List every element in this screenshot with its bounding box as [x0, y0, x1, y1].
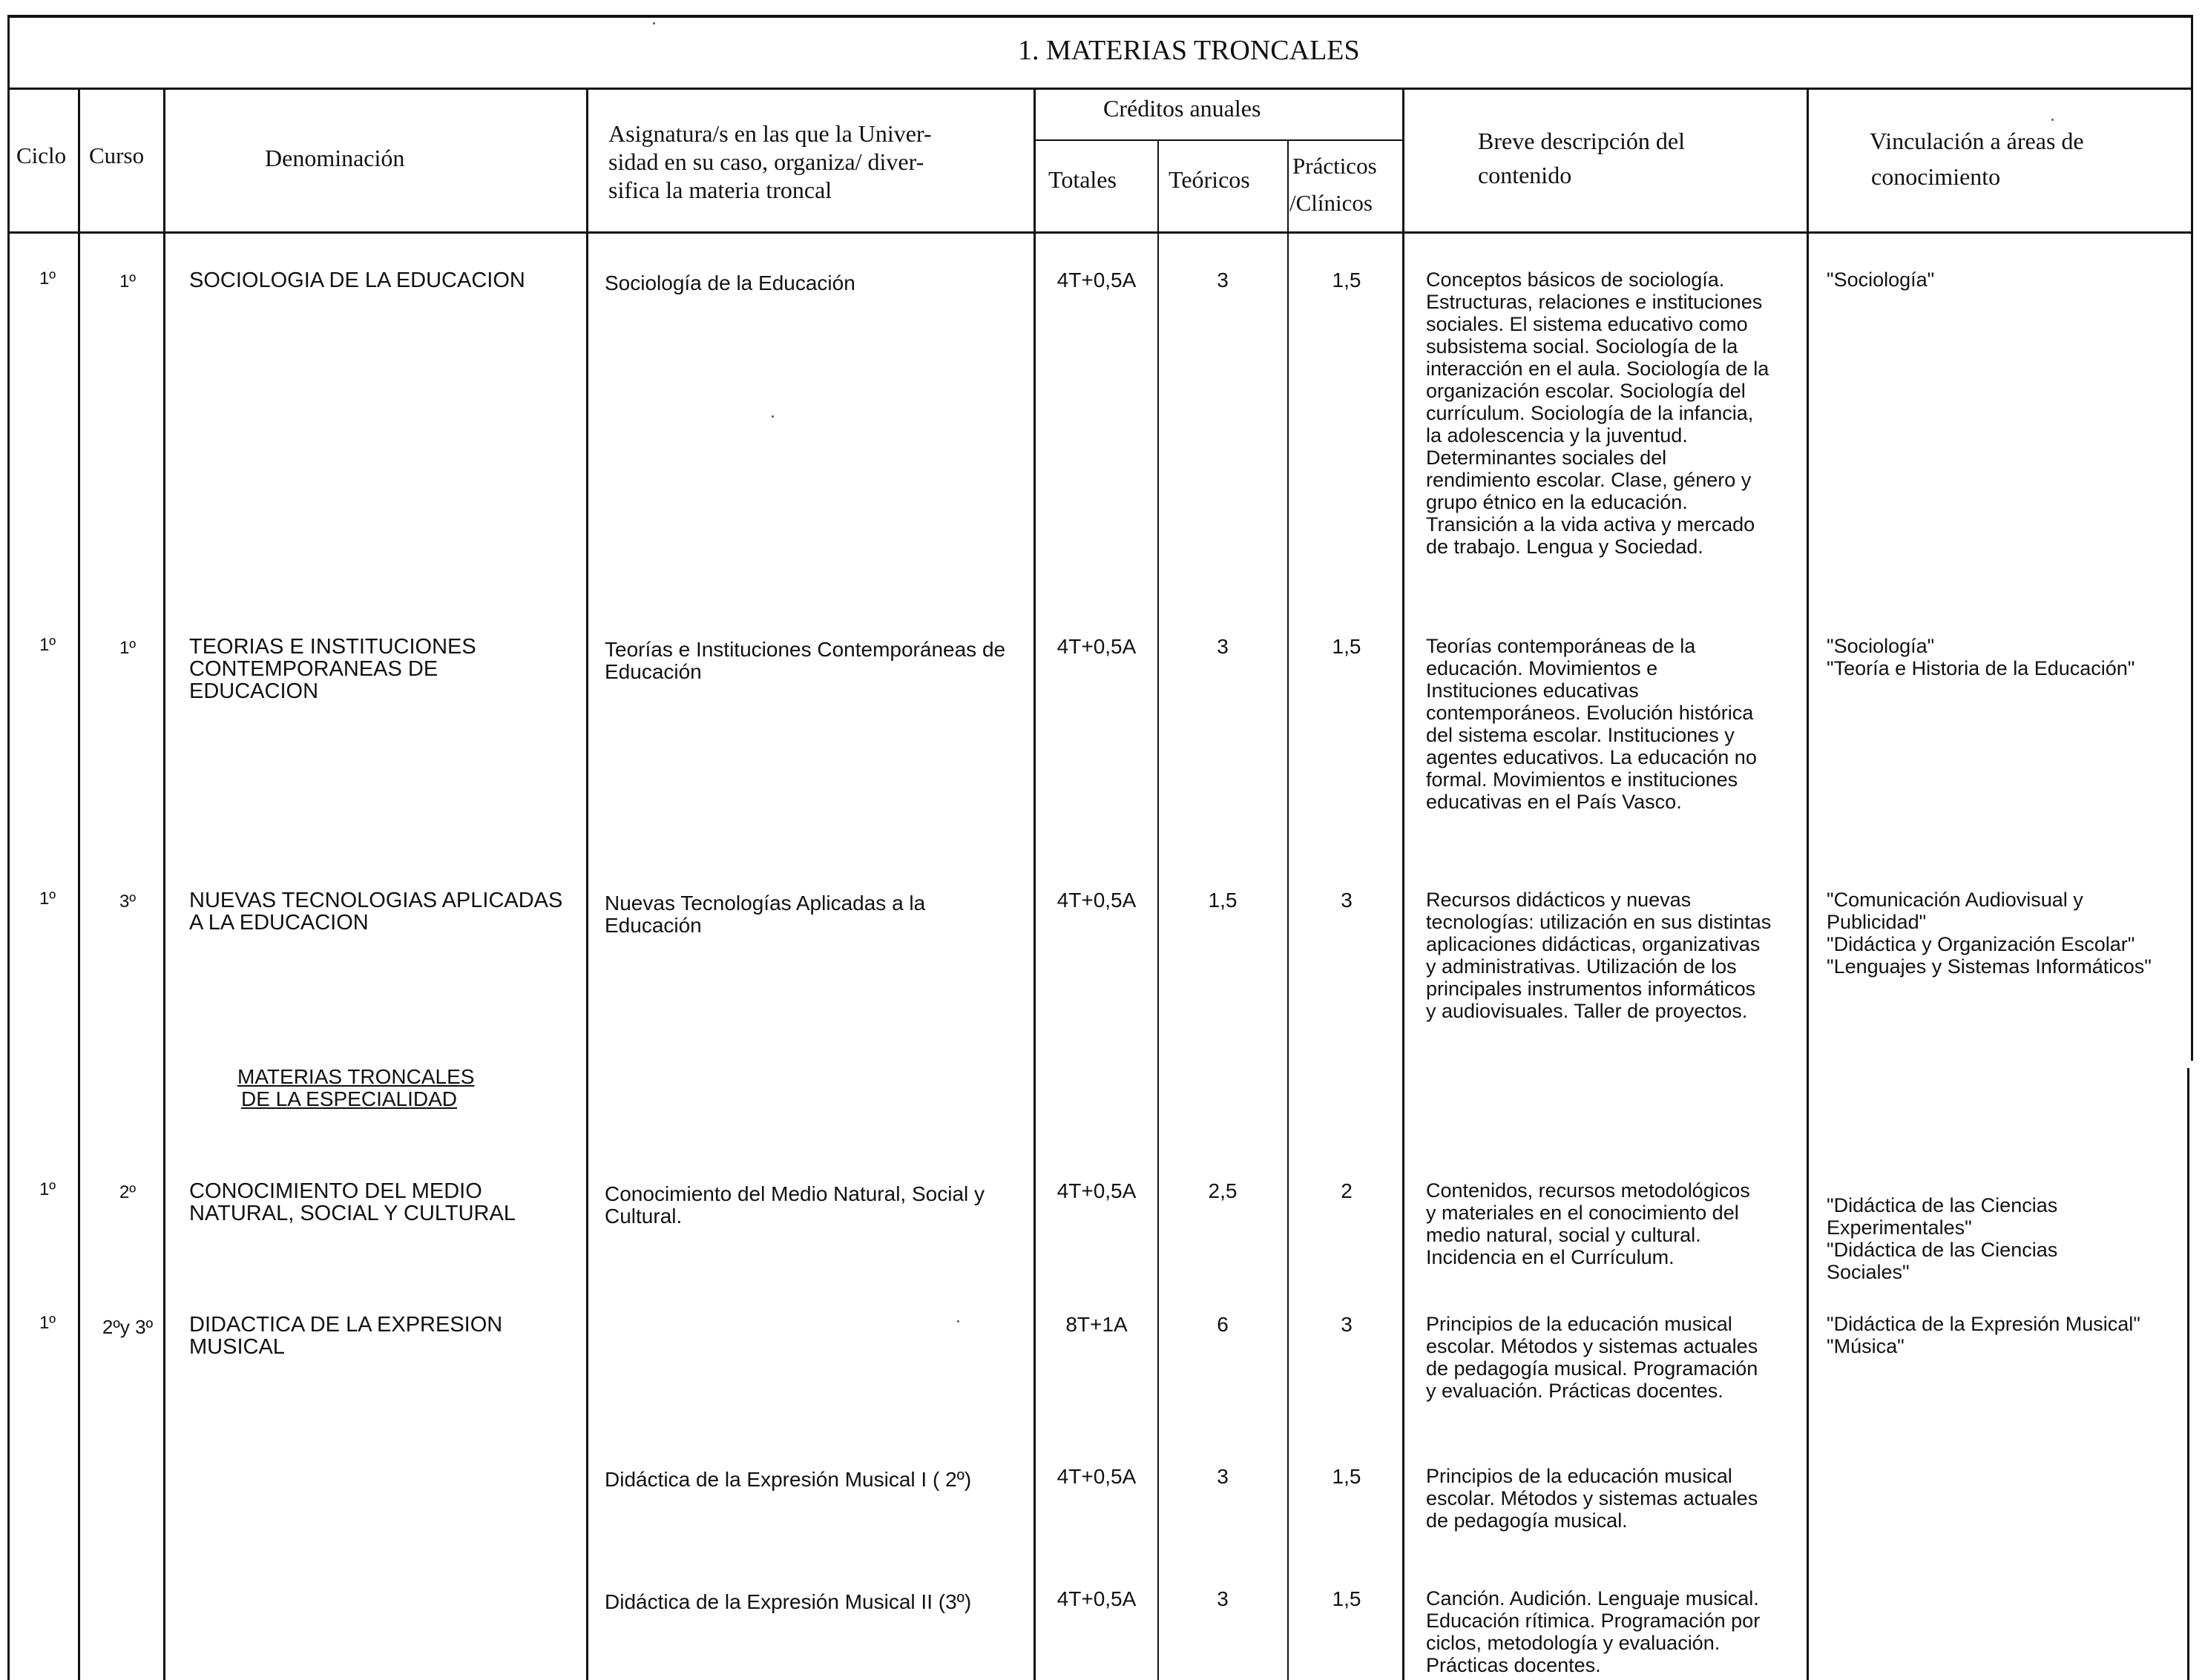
cell-totales: 4T+0,5A: [1057, 1179, 1137, 1202]
cell-vinculacion: Experimentales": [1827, 1216, 1972, 1239]
cell-denominacion: EDUCACION: [189, 679, 319, 703]
header-ciclo: Ciclo: [16, 142, 67, 168]
page-title: 1. MATERIAS TRONCALES: [1018, 35, 1360, 66]
cell-curso: 1º: [119, 638, 137, 658]
cell-denominacion: NUEVAS TECNOLOGIAS APLICADAS: [189, 889, 563, 912]
header-vinculacion-line1: Vinculación a áreas de: [1870, 128, 2084, 154]
cell-vinculacion: "Didáctica y Organización Escolar": [1827, 933, 2135, 955]
cell-vinculacion: "Música": [1827, 1335, 1905, 1357]
cell-descripcion: currículum. Sociología de la infancia,: [1426, 402, 1754, 424]
cell-descripcion: Recursos didácticos y nuevas: [1426, 889, 1692, 911]
cell-descripcion: Principios de la educación musical: [1426, 1465, 1732, 1487]
cell-practicos: 1,5: [1332, 1465, 1361, 1488]
cell-descripcion: sociales. El sistema educativo como: [1426, 313, 1748, 335]
cell-descripcion: de pedagogía musical. Programación: [1426, 1357, 1758, 1380]
cell-descripcion: Transición a la vida activa y mercado: [1426, 513, 1755, 536]
cell-descripcion: Educación rítimica. Programación por: [1426, 1610, 1761, 1632]
scan-speck: [772, 415, 774, 418]
cell-asignatura: Educación: [605, 660, 702, 683]
header-descripcion-line2: contenido: [1478, 162, 1572, 188]
cell-descripcion: Estructuras, relaciones e instituciones: [1426, 291, 1763, 313]
cell-asignatura: Didáctica de la Expresión Musical II (3º): [605, 1590, 972, 1613]
cell-teoricos: 3: [1217, 1465, 1229, 1488]
col-divider-curso: [163, 88, 165, 1680]
cell-asignatura: Conocimiento del Medio Natural, Social y: [605, 1182, 985, 1205]
cell-descripcion: Canción. Audición. Lenguaje musical.: [1426, 1587, 1759, 1610]
table-border-right-lower: [2187, 1068, 2189, 1680]
cell-ciclo: 1º: [39, 635, 56, 655]
cell-vinculacion: "Sociología": [1827, 269, 1935, 291]
cell-vinculacion: "Didáctica de las Ciencias: [1827, 1194, 2058, 1216]
cell-descripcion: Principios de la educación musical: [1426, 1313, 1732, 1335]
cell-descripcion: tecnologías: utilización en sus distintas: [1426, 911, 1772, 933]
cell-descripcion: agentes educativos. La educación no: [1426, 746, 1757, 768]
cell-descripcion: aplicaciones didácticas, organizativas: [1426, 933, 1761, 955]
cell-ciclo: 1º: [39, 889, 56, 909]
col-divider-ciclo: [78, 88, 80, 1680]
cell-descripcion: educación. Movimientos e: [1426, 657, 1658, 679]
cell-descripcion: Conceptos básicos de sociología.: [1426, 269, 1725, 291]
cell-practicos: 2: [1341, 1179, 1353, 1202]
cell-descripcion: de trabajo. Lengua y Sociedad.: [1426, 536, 1703, 558]
header-teoricos: Teóricos: [1169, 166, 1250, 193]
cell-asignatura: Cultural.: [605, 1205, 683, 1228]
cell-vinculacion: "Teoría e Historia de la Educación": [1827, 657, 2135, 679]
cell-curso: 2ºy 3º: [102, 1316, 154, 1338]
cell-descripcion: educativas en el País Vasco.: [1426, 791, 1682, 813]
cell-teoricos: 3: [1217, 269, 1229, 291]
cell-descripcion: del sistema escolar. Instituciones y: [1426, 724, 1735, 746]
header-denominacion: Denominación: [265, 145, 405, 171]
cell-descripcion: y materiales en el conocimiento del: [1426, 1202, 1739, 1224]
cell-practicos: 1,5: [1332, 635, 1361, 658]
cell-vinculacion: Publicidad": [1827, 911, 1927, 933]
cell-asignatura: Sociología de la Educación: [605, 271, 855, 294]
cell-descripcion: Prácticas docentes.: [1426, 1654, 1601, 1676]
cell-vinculacion: "Lenguajes y Sistemas Informáticos": [1827, 955, 2152, 978]
cell-teoricos: 3: [1217, 635, 1229, 658]
cell-ciclo: 1º: [39, 1313, 56, 1333]
cell-descripcion: y evaluación. Prácticas docentes.: [1426, 1380, 1723, 1402]
header-vinculacion-line2: conocimiento: [1871, 163, 2001, 190]
cell-descripcion: Determinantes sociales del: [1426, 447, 1667, 469]
cell-descripcion: y audiovisuales. Taller de proyectos.: [1426, 1000, 1748, 1022]
cell-asignatura: Educación: [605, 914, 702, 937]
cell-denominacion: MUSICAL: [189, 1335, 285, 1359]
cell-descripcion: principales instrumentos informáticos: [1426, 978, 1756, 1000]
header-asignatura-line3: sifica la materia troncal: [608, 177, 832, 203]
cell-teoricos: 3: [1217, 1587, 1229, 1610]
cell-vinculacion: Sociales": [1827, 1261, 1910, 1283]
header-practicos-line2: /Clínicos: [1289, 190, 1373, 216]
scan-speck: [957, 1320, 959, 1322]
cell-vinculacion: "Didáctica de las Ciencias: [1827, 1239, 2058, 1261]
col-divider-teoricos: [1287, 139, 1289, 1680]
header-descripcion-line1: Breve descripción del: [1478, 128, 1685, 154]
cell-totales: 8T+1A: [1065, 1313, 1128, 1336]
cell-descripcion: subsistema social. Sociología de la: [1426, 335, 1738, 358]
header-curso: Curso: [89, 142, 145, 168]
cell-practicos: 1,5: [1332, 269, 1361, 291]
cell-denominacion: CONTEMPORANEAS DE: [189, 657, 438, 681]
col-divider-asignatura: [1034, 88, 1036, 1680]
cell-totales: 4T+0,5A: [1057, 1465, 1137, 1488]
cell-totales: 4T+0,5A: [1057, 269, 1137, 291]
cell-practicos: 3: [1341, 889, 1353, 912]
cell-vinculacion: "Sociología": [1827, 635, 1935, 657]
cell-curso: 3º: [119, 892, 137, 912]
header-creditos: Créditos anuales: [1103, 95, 1261, 122]
cell-curso: 1º: [119, 271, 137, 291]
scan-speck: [653, 22, 655, 24]
cell-descripcion: organización escolar. Sociología del: [1426, 380, 1746, 402]
cell-descripcion: rendimiento escolar. Clase, género y: [1426, 469, 1752, 491]
section-heading-line2: DE LA ESPECIALIDAD: [241, 1087, 458, 1110]
cell-denominacion: TEORIAS E INSTITUCIONES: [189, 635, 476, 659]
header-asignatura-line2: sidad en su caso, organiza/ diver-: [608, 148, 924, 175]
table-border-right: [2191, 15, 2193, 1061]
cell-asignatura: Nuevas Tecnologías Aplicadas a la: [605, 892, 926, 915]
header-asignatura-line1: Asignatura/s en las que la Univer-: [608, 120, 932, 147]
cell-denominacion: A LA EDUCACION: [189, 911, 369, 935]
cell-teoricos: 2,5: [1208, 1179, 1238, 1202]
table-border-top: [7, 15, 2192, 18]
cell-descripcion: formal. Movimientos e instituciones: [1426, 768, 1738, 791]
cell-denominacion: DIDACTICA DE LA EXPRESION: [189, 1313, 503, 1337]
cell-descripcion: grupo étnico en la educación.: [1426, 491, 1688, 513]
cell-descripcion: contemporáneos. Evolución histórica: [1426, 702, 1754, 724]
cell-descripcion: la adolescencia y la juventud.: [1426, 424, 1688, 447]
cell-descripcion: escolar. Métodos y sistemas actuales: [1426, 1335, 1758, 1357]
header-practicos-line1: Prácticos: [1292, 153, 1377, 179]
cell-denominacion: CONOCIMIENTO DEL MEDIO: [189, 1179, 482, 1203]
cell-denominacion: SOCIOLOGIA DE LA EDUCACION: [189, 269, 525, 292]
table-border-left: [7, 15, 10, 1680]
cell-asignatura: Teorías e Instituciones Contemporáneas de: [605, 638, 1006, 661]
cell-totales: 4T+0,5A: [1057, 635, 1137, 658]
cell-descripcion: Teorías contemporáneas de la: [1426, 635, 1696, 657]
cell-ciclo: 1º: [39, 269, 56, 289]
cell-descripcion: ciclos, metodología y evaluación.: [1426, 1632, 1721, 1654]
header-totales: Totales: [1048, 166, 1117, 193]
cell-curso: 2º: [119, 1182, 137, 1202]
cell-totales: 4T+0,5A: [1057, 1587, 1137, 1610]
col-divider-practicos: [1402, 88, 1404, 1680]
cell-descripcion: Instituciones educativas: [1426, 679, 1639, 702]
cell-practicos: 1,5: [1332, 1587, 1361, 1610]
cell-descripcion: Incidencia en el Currículum.: [1426, 1246, 1675, 1268]
creditos-rule: [1034, 139, 1402, 141]
cell-vinculacion: "Didáctica de la Expresión Musical": [1827, 1313, 2140, 1335]
cell-descripcion: escolar. Métodos y sistemas actuales: [1426, 1487, 1758, 1509]
cell-ciclo: 1º: [39, 1179, 56, 1199]
col-divider-descripcion: [1807, 88, 1809, 1680]
cell-asignatura: Didáctica de la Expresión Musical I ( 2º): [605, 1468, 972, 1491]
section-heading-line1: MATERIAS TRONCALES: [237, 1065, 475, 1088]
cell-descripcion: medio natural, social y cultural.: [1426, 1224, 1701, 1246]
title-rule: [7, 88, 2192, 90]
cell-teoricos: 6: [1217, 1313, 1229, 1336]
cell-vinculacion: "Comunicación Audiovisual y: [1827, 889, 2083, 911]
cell-totales: 4T+0,5A: [1057, 889, 1137, 912]
col-divider-totales: [1157, 139, 1159, 1680]
cell-descripcion: y administrativas. Utilización de los: [1426, 955, 1737, 978]
cell-denominacion: NATURAL, SOCIAL Y CULTURAL: [189, 1202, 516, 1225]
cell-practicos: 3: [1341, 1313, 1353, 1336]
cell-descripcion: de pedagogía musical.: [1426, 1509, 1628, 1532]
scan-speck: [2051, 119, 2054, 121]
cell-descripcion: interacción en el aula. Sociología de la: [1426, 358, 1769, 380]
col-divider-denominacion: [586, 88, 588, 1680]
cell-teoricos: 1,5: [1208, 889, 1238, 912]
cell-descripcion: Contenidos, recursos metodológicos: [1426, 1179, 1750, 1202]
header-rule: [7, 231, 2192, 234]
